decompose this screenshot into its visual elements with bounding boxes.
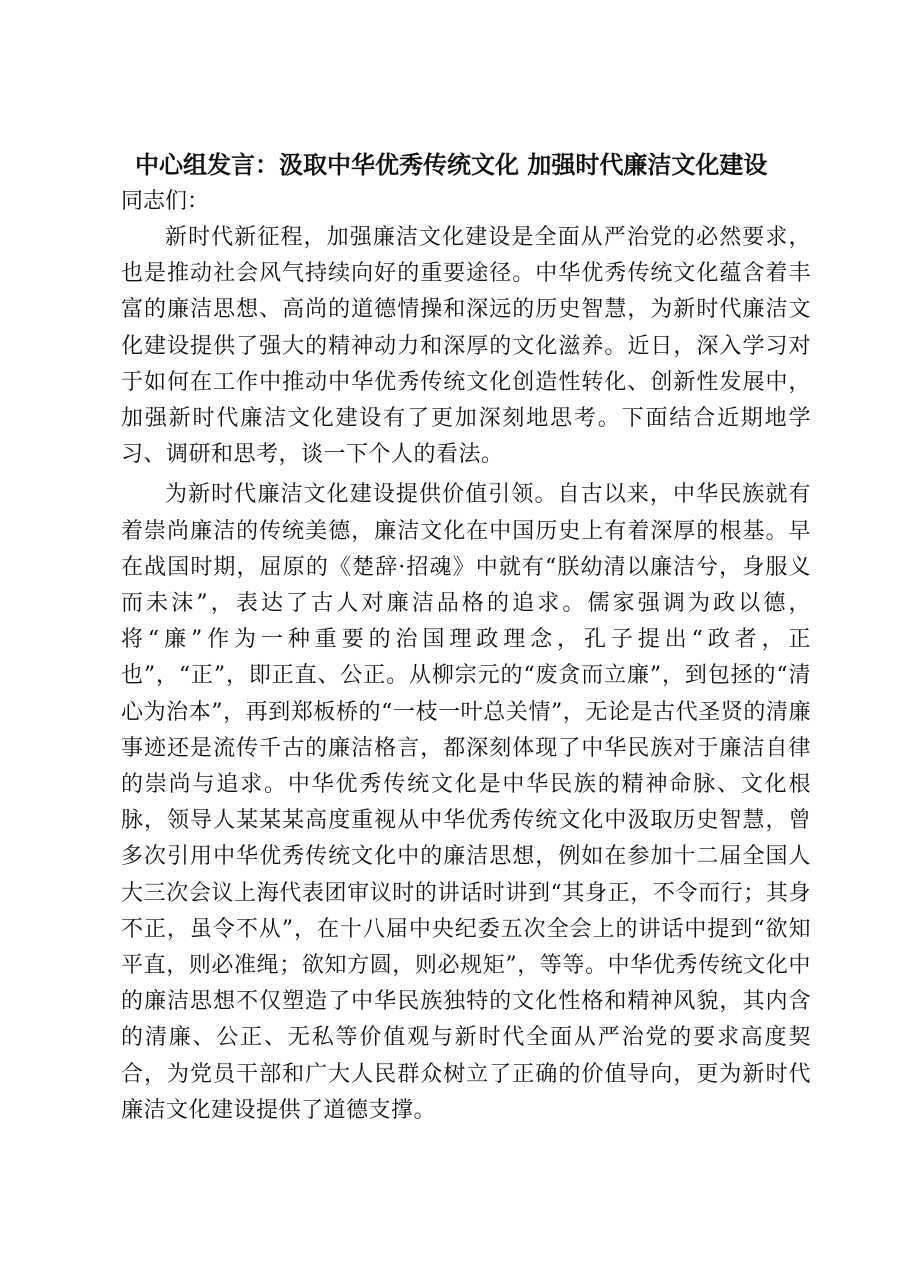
document-title: 中心组发言：汲取中华优秀传统文化 加强时代廉洁文化建设 xyxy=(135,150,768,179)
paragraph-value-guidance: 为新时代廉洁文化建设提供价值引领。自古以来，中华民族就有着崇尚廉洁的传统美德，廉洁文化在中国历史上有着深厚的根基。早在战国时期，屈原的《楚辞·招魂》中就有“朕幼清以廉洁兮，身服义而未沫”，表达了古人对廉洁品格的追求。儒家强调为政以德，将“廉”作为一种重要的治国理政理念，孔子提出“政者，正也”，“正”，即正直、公正。从柳宗元的“废贪而立廉”，到包拯的“清心为治本”，再到郑板桥的“一枝一叶总关情”，无论是古代圣贤的清廉事迹还是流传千古的廉洁格言，都深刻体现了中华民族对于廉洁自律的崇尚与追求。中华优秀传统文化是中华民族的精神命脉、文化根脉，领导人某某某高度重视从中华优秀传统文化中汲取历史智慧，曾多次引用中华优秀传统文化中的廉洁思想，例如在参加十二届全国人大三次会议上海代表团审议时的讲话时讲到“其身正，不令而行；其身不正，虽令不从”，在十八届中央纪委五次全会上的讲话中提到“欲知平直，则必准绳；欲知方圆，则必规矩”，等等。中华优秀传统文化中的廉洁思想不仅塑造了中华民族独特的文化性格和精神风貌，其内含的清廉、公正、无私等价值观与新时代全面从严治党的要求高度契合，为党员干部和广大人民群众树立了正确的价值导向，更为新时代廉洁文化建设提供了道德支撑。 xyxy=(121,482,811,1123)
paragraph-intro: 新时代新征程，加强廉洁文化建设是全面从严治党的必然要求，也是推动社会风气持续向好的重要途径。中华优秀传统文化蕴含着丰富的廉洁思想、高尚的道德情操和深远的历史智慧，为新时代廉洁文化建设提供了强大的精神动力和深厚的文化滋养。近日，深入学习对于如何在工作中推动中华优秀传统文化创造性转化、创新性发展中，加强新时代廉洁文化建设有了更加深刻地思考。下面结合近期地学习、调研和思考，谈一下个人的看法。 xyxy=(121,225,811,468)
document-page xyxy=(121,146,811,1129)
salutation: 同志们： xyxy=(121,189,210,214)
